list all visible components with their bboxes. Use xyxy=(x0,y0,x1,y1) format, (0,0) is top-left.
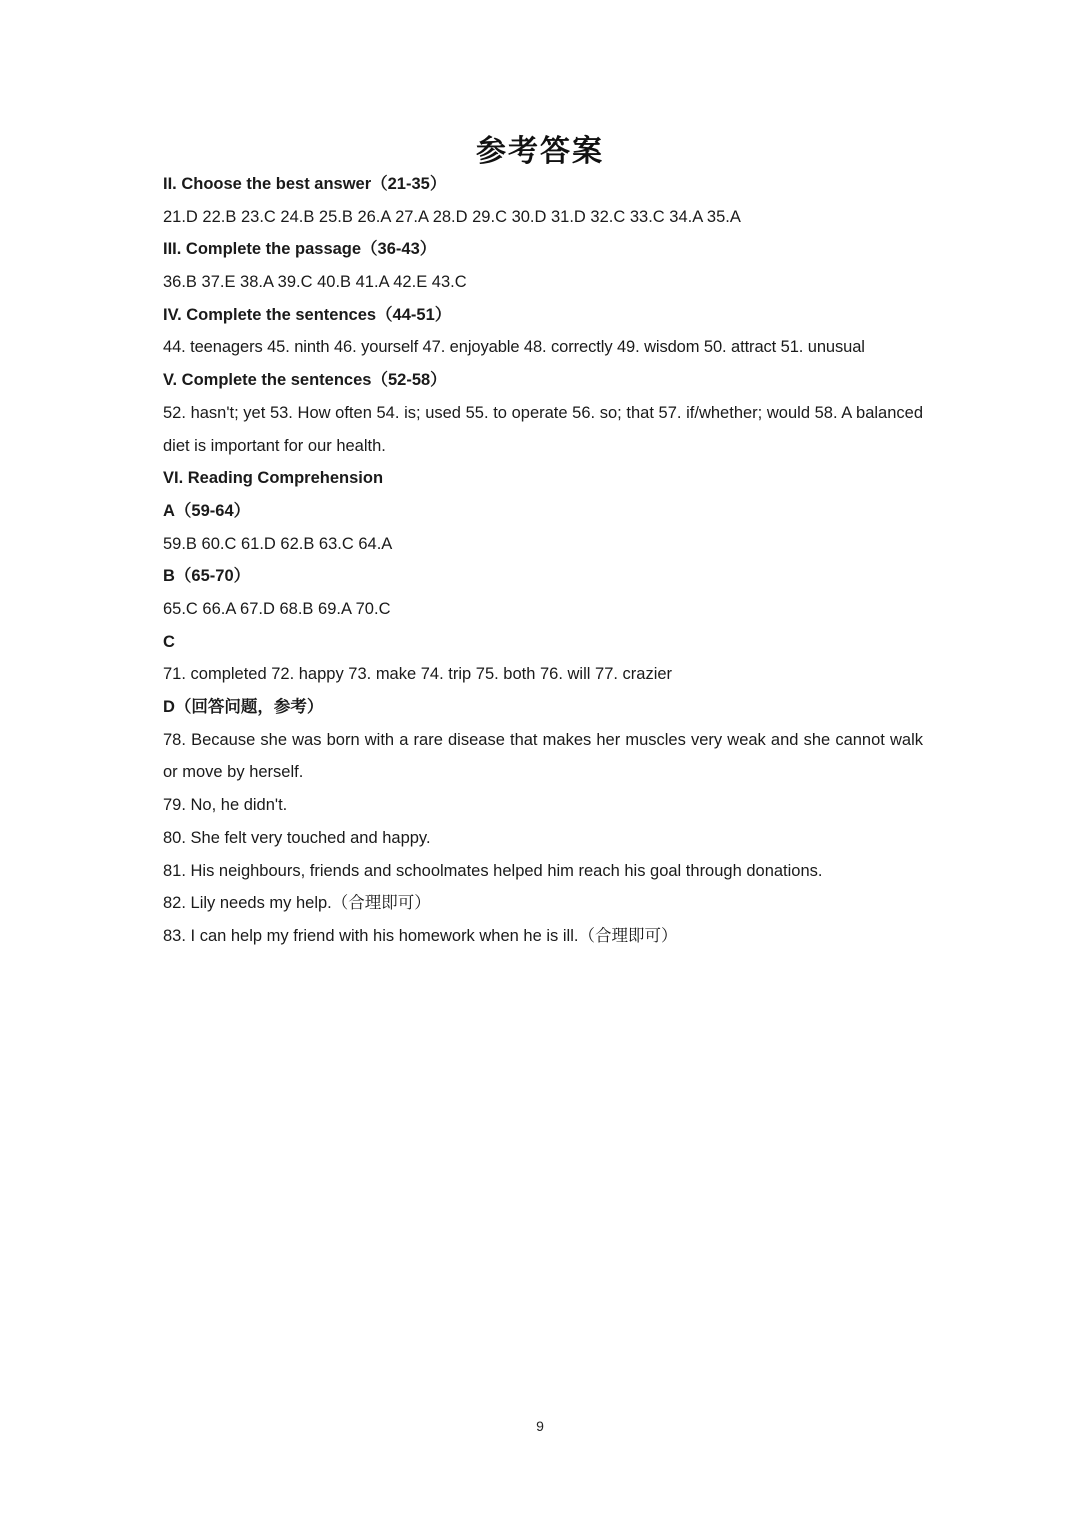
answers-52-58: 52. hasn't; yet 53. How often 54. is; used 55. to operate 56. so; that 57. if/whether; would 58. A balanced diet is important for our health. xyxy=(163,403,923,455)
answer-81: 81. His neighbours, friends and schoolmates helped him reach his goal through donations. xyxy=(163,861,823,880)
subsection-heading-a: A（59-64） xyxy=(163,501,251,520)
answer-79: 79. No, he didn't. xyxy=(163,796,288,815)
section-heading-complete-passage: III. Complete the passage（36-43） xyxy=(163,240,437,259)
answers-36-43: 36.B 37.E 38.A 39.C 40.B 41.A 42.E 43.C xyxy=(163,273,467,292)
page-title: 参考答案 xyxy=(476,134,604,169)
section-heading-complete-sentences-44-51: IV. Complete the sentences（44-51） xyxy=(163,305,452,324)
answer-80: 80. She felt very touched and happy. xyxy=(163,828,431,847)
subsection-heading-b: B（65-70） xyxy=(163,567,251,586)
answer-83: 83. I can help my friend with his homework when he is ill.（合理即可） xyxy=(163,926,678,945)
answers-59-64: 59.B 60.C 61.D 62.B 63.C 64.A xyxy=(163,534,393,553)
answer-key-content xyxy=(163,168,923,953)
answers-21-35: 21.D 22.B 23.C 24.B 25.B 26.A 27.A 28.D 29.C 30.D 31.D 32.C 33.C 34.A 35.A xyxy=(163,207,741,226)
section-heading-reading-comprehension: VI. Reading Comprehension xyxy=(163,469,384,488)
section-heading-choose-best-answer: II. Choose the best answer（21-35） xyxy=(163,175,447,193)
answers-65-70: 65.C 66.A 67.D 68.B 69.A 70.C xyxy=(163,599,391,618)
answers-71-77: 71. completed 72. happy 73. make 74. trip 75. both 76. will 77. crazier xyxy=(163,665,673,684)
answer-82: 82. Lily needs my help.（合理即可） xyxy=(163,894,431,913)
subsection-heading-c: C xyxy=(163,632,175,651)
section-heading-complete-sentences-52-58: V. Complete the sentences（52-58） xyxy=(163,371,447,390)
page-number: 9 xyxy=(536,1418,544,1434)
answer-78: 78. Because she was born with a rare disease that makes her muscles very weak and she cannot walk or move by herself. xyxy=(163,730,923,782)
subsection-heading-d: D（回答问题，参考） xyxy=(163,698,324,717)
answers-44-51: 44. teenagers 45. ninth 46. yourself 47. enjoyable 48. correctly 49. wisdom 50. attract 51. unusual xyxy=(163,338,865,357)
